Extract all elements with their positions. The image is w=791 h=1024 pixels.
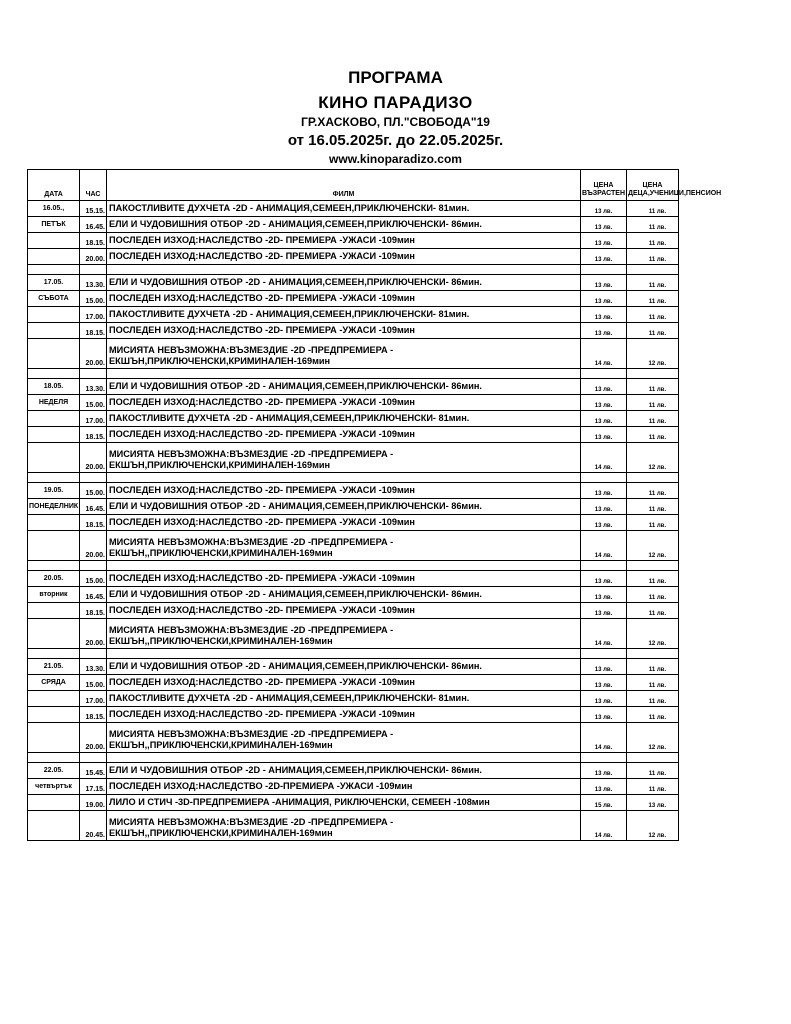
empty-cell [28,369,80,379]
table-row [28,395,679,411]
empty-cell [581,561,627,571]
date-cell [28,619,80,649]
date-cell [28,691,80,707]
date-cell [28,411,80,427]
reduced-price-cell: 12 лв. [627,723,679,753]
weekday-cell: ПОНЕДЕЛНИК [28,499,80,515]
column-header-date: ДАТА [28,170,80,201]
adult-price-cell: 13 лв. [581,233,627,249]
schedule-body [28,201,679,841]
reduced-price-cell: 11 лв. [627,675,679,691]
empty-cell [627,561,679,571]
adult-price-cell: 13 лв. [581,675,627,691]
reduced-price-cell: 11 лв. [627,379,679,395]
date-cell [28,339,80,369]
date-cell [28,531,80,561]
adult-price-cell: 13 лв. [581,779,627,795]
date-cell [28,515,80,531]
empty-cell [581,473,627,483]
date-cell: 16.05., [28,201,80,217]
reduced-price-cell: 11 лв. [627,571,679,587]
adult-price-cell: 13 лв. [581,427,627,443]
reduced-price-cell: 12 лв. [627,443,679,473]
reduced-price-cell: 11 лв. [627,659,679,675]
time-cell: 13.30. [80,275,107,291]
empty-cell [581,649,627,659]
table-row [28,427,679,443]
film-cell: МИСИЯТА НЕВЪЗМОЖНА:ВЪЗМЕЗДИЕ -2D -ПРЕДПРЕМИЕРА - ЕКШЪН,,ПРИКЛЮЧЕНСКИ,КРИМИНАЛЕН-169мин [107,811,581,841]
film-cell: ПОСЛЕДЕН ИЗХОД:НАСЛЕДСТВО -2D- ПРЕМИЕРА -УЖАСИ -109мин [107,571,581,587]
date-cell [28,443,80,473]
empty-cell [28,561,80,571]
time-cell: 15.00. [80,571,107,587]
empty-cell [28,265,80,275]
time-cell: 13.30. [80,659,107,675]
table-row [28,483,679,499]
day-separator-row [28,369,679,379]
empty-cell [581,369,627,379]
adult-price-cell: 15 лв. [581,795,627,811]
schedule-period: от 16.05.2025г. до 22.05.2025г. [287,132,504,149]
table-row [28,323,679,339]
reduced-price-cell: 12 лв. [627,619,679,649]
reduced-price-cell: 11 лв. [627,587,679,603]
film-cell: ЕЛИ И ЧУДОВИШНИЯ ОТБОР -2D - АНИМАЦИЯ,СЕМЕЕН,ПРИКЛЮЧЕНСКИ- 86мин. [107,763,581,779]
time-cell: 20.00. [80,443,107,473]
website-link[interactable]: www.kinoparadizo.com [329,152,462,166]
column-header-film: ФИЛМ [107,170,581,201]
time-cell: 19.00. [80,795,107,811]
time-cell: 20.00. [80,531,107,561]
table-row [28,795,679,811]
empty-cell [80,753,107,763]
adult-price-cell: 13 лв. [581,291,627,307]
film-cell: ПОСЛЕДЕН ИЗХОД:НАСЛЕДСТВО -2D- ПРЕМИЕРА -УЖАСИ -109мин [107,291,581,307]
day-separator-row [28,265,679,275]
empty-cell [80,561,107,571]
adult-price-cell: 13 лв. [581,217,627,233]
empty-cell [80,649,107,659]
table-header-row [28,170,679,201]
time-cell: 18.15. [80,233,107,249]
date-cell [28,723,80,753]
film-cell: ПОСЛЕДЕН ИЗХОД:НАСЛЕДСТВО -2D- ПРЕМИЕРА -УЖАСИ -109мин [107,427,581,443]
table-row [28,307,679,323]
date-cell [28,707,80,723]
time-cell: 17.00. [80,411,107,427]
cinema-name: КИНО ПАРАДИЗО [318,93,473,112]
adult-price-cell: 13 лв. [581,707,627,723]
film-cell: ЕЛИ И ЧУДОВИШНИЯ ОТБОР -2D - АНИМАЦИЯ,СЕМЕЕН,ПРИКЛЮЧЕНСКИ- 86мин. [107,379,581,395]
film-cell: МИСИЯТА НЕВЪЗМОЖНА:ВЪЗМЕЗДИЕ -2D -ПРЕДПРЕМИЕРА - ЕКШЪН,ПРИКЛЮЧЕНСКИ,КРИМИНАЛЕН-169мин [107,339,581,369]
reduced-price-cell: 12 лв. [627,811,679,841]
reduced-price-cell: 11 лв. [627,411,679,427]
reduced-price-cell: 11 лв. [627,249,679,265]
time-cell: 20.45. [80,811,107,841]
empty-cell [627,649,679,659]
weekday-cell: вторник [28,587,80,603]
date-cell [28,249,80,265]
column-header-reduced-price: ЦЕНА ДЕЦА,УЧЕНИЦИ,ПЕНСИОН [627,170,679,201]
table-row [28,201,679,217]
table-row [28,217,679,233]
adult-price-cell: 14 лв. [581,619,627,649]
date-cell: 17.05. [28,275,80,291]
time-cell: 18.15. [80,515,107,531]
table-row [28,515,679,531]
table-row [28,707,679,723]
reduced-price-cell: 11 лв. [627,395,679,411]
weekday-cell: четвъртък [28,779,80,795]
table-row [28,233,679,249]
table-row [28,275,679,291]
film-cell: ПАКОСТЛИВИТЕ ДУХЧЕТА -2D - АНИМАЦИЯ,СЕМЕЕН,ПРИКЛЮЧЕНСКИ- 81мин. [107,691,581,707]
table-row [28,379,679,395]
empty-cell [627,753,679,763]
time-cell: 17.00. [80,691,107,707]
empty-cell [107,649,581,659]
adult-price-cell: 13 лв. [581,411,627,427]
column-header-adult-price: ЦЕНА ВЪЗРАСТЕН [581,170,627,201]
table-row [28,779,679,795]
adult-price-cell: 13 лв. [581,307,627,323]
time-cell: 18.15. [80,427,107,443]
table-row [28,811,679,841]
time-cell: 16.45. [80,587,107,603]
time-cell: 20.00. [80,339,107,369]
empty-cell [80,265,107,275]
date-cell: 18.05. [28,379,80,395]
film-cell: ПАКОСТЛИВИТЕ ДУХЧЕТА -2D - АНИМАЦИЯ,СЕМЕЕН,ПРИКЛЮЧЕНСКИ- 81мин. [107,201,581,217]
reduced-price-cell: 11 лв. [627,307,679,323]
time-cell: 15.00. [80,675,107,691]
time-cell: 15.00. [80,291,107,307]
table-row [28,723,679,753]
empty-cell [627,265,679,275]
film-cell: ЛИЛО И СТИЧ -3D-ПРЕДПРЕМИЕРА -АНИМАЦИЯ, РИКЛЮЧЕНСКИ, СЕМЕЕН -108мин [107,795,581,811]
empty-cell [107,473,581,483]
film-cell: ЕЛИ И ЧУДОВИШНИЯ ОТБОР -2D - АНИМАЦИЯ,СЕМЕЕН,ПРИКЛЮЧЕНСКИ- 86мин. [107,499,581,515]
reduced-price-cell: 11 лв. [627,779,679,795]
film-cell: ПАКОСТЛИВИТЕ ДУХЧЕТА -2D - АНИМАЦИЯ,СЕМЕЕН,ПРИКЛЮЧЕНСКИ- 81мин. [107,307,581,323]
empty-cell [627,369,679,379]
table-row [28,659,679,675]
reduced-price-cell: 11 лв. [627,275,679,291]
film-cell: ПОСЛЕДЕН ИЗХОД:НАСЛЕДСТВО -2D-ПРЕМИЕРА -УЖАСИ -109мин [107,779,581,795]
empty-cell [107,369,581,379]
film-cell: ЕЛИ И ЧУДОВИШНИЯ ОТБОР -2D - АНИМАЦИЯ,СЕМЕЕН,ПРИКЛЮЧЕНСКИ- 86мин. [107,659,581,675]
day-separator-row [28,649,679,659]
empty-cell [107,265,581,275]
weekday-cell: НЕДЕЛЯ [28,395,80,411]
reduced-price-cell: 11 лв. [627,691,679,707]
date-cell [28,811,80,841]
date-cell [28,603,80,619]
adult-price-cell: 13 лв. [581,275,627,291]
film-cell: ЕЛИ И ЧУДОВИШНИЯ ОТБОР -2D - АНИМАЦИЯ,СЕМЕЕН,ПРИКЛЮЧЕНСКИ- 86мин. [107,275,581,291]
film-cell: МИСИЯТА НЕВЪЗМОЖНА:ВЪЗМЕЗДИЕ -2D -ПРЕДПРЕМИЕРА - ЕКШЪН,,ПРИКЛЮЧЕНСКИ,КРИМИНАЛЕН-169мин [107,723,581,753]
reduced-price-cell: 11 лв. [627,763,679,779]
reduced-price-cell: 11 лв. [627,499,679,515]
table-row [28,443,679,473]
adult-price-cell: 14 лв. [581,531,627,561]
table-row [28,531,679,561]
adult-price-cell: 13 лв. [581,499,627,515]
date-cell: 22.05. [28,763,80,779]
adult-price-cell: 13 лв. [581,483,627,499]
adult-price-cell: 13 лв. [581,249,627,265]
film-cell: МИСИЯТА НЕВЪЗМОЖНА:ВЪЗМЕЗДИЕ -2D -ПРЕДПРЕМИЕРА - ЕКШЪН,ПРИКЛЮЧЕНСКИ,КРИМИНАЛЕН-169мин [107,443,581,473]
empty-cell [80,369,107,379]
reduced-price-cell: 11 лв. [627,515,679,531]
time-cell: 17.00. [80,307,107,323]
film-cell: ПОСЛЕДЕН ИЗХОД:НАСЛЕДСТВО -2D- ПРЕМИЕРА -УЖАСИ -109мин [107,323,581,339]
weekday-cell: ПЕТЪК [28,217,80,233]
time-cell: 15.45. [80,763,107,779]
empty-cell [581,265,627,275]
film-cell: ПОСЛЕДЕН ИЗХОД:НАСЛЕДСТВО -2D- ПРЕМИЕРА -УЖАСИ -109мин [107,603,581,619]
weekday-cell: СРЯДА [28,675,80,691]
time-cell: 15.00. [80,483,107,499]
reduced-price-cell: 11 лв. [627,217,679,233]
date-cell: 20.05. [28,571,80,587]
film-cell: ПОСЛЕДЕН ИЗХОД:НАСЛЕДСТВО -2D- ПРЕМИЕРА -УЖАСИ -109мин [107,249,581,265]
time-cell: 16.45. [80,499,107,515]
time-cell: 15.00. [80,395,107,411]
time-cell: 20.00. [80,619,107,649]
schedule-table [27,169,722,841]
adult-price-cell: 14 лв. [581,723,627,753]
empty-cell [28,473,80,483]
film-cell: ПОСЛЕДЕН ИЗХОД:НАСЛЕДСТВО -2D- ПРЕМИЕРА -УЖАСИ -109мин [107,675,581,691]
empty-cell [80,473,107,483]
table-row [28,249,679,265]
column-header-time: ЧАС [80,170,107,201]
table-row [28,291,679,307]
adult-price-cell: 13 лв. [581,659,627,675]
adult-price-cell: 13 лв. [581,201,627,217]
film-cell: МИСИЯТА НЕВЪЗМОЖНА:ВЪЗМЕЗДИЕ -2D -ПРЕДПРЕМИЕРА - ЕКШЪН,,ПРИКЛЮЧЕНСКИ,КРИМИНАЛЕН-169мин [107,619,581,649]
table-row [28,691,679,707]
film-cell: ПОСЛЕДЕН ИЗХОД:НАСЛЕДСТВО -2D- ПРЕМИЕРА -УЖАСИ -109мин [107,233,581,249]
time-cell: 18.15. [80,707,107,723]
day-separator-row [28,561,679,571]
date-cell [28,795,80,811]
day-separator-row [28,473,679,483]
film-cell: ПОСЛЕДЕН ИЗХОД:НАСЛЕДСТВО -2D- ПРЕМИЕРА -УЖАСИ -109мин [107,483,581,499]
empty-cell [28,753,80,763]
table-row [28,339,679,369]
table-row [28,587,679,603]
table-row [28,499,679,515]
adult-price-cell: 13 лв. [581,379,627,395]
reduced-price-cell: 12 лв. [627,339,679,369]
time-cell: 18.15. [80,603,107,619]
adult-price-cell: 13 лв. [581,587,627,603]
reduced-price-cell: 11 лв. [627,707,679,723]
day-separator-row [28,753,679,763]
page-title: ПРОГРАМА [348,68,443,87]
film-cell: ПАКОСТЛИВИТЕ ДУХЧЕТА -2D - АНИМАЦИЯ,СЕМЕЕН,ПРИКЛЮЧЕНСКИ- 81мин. [107,411,581,427]
adult-price-cell: 13 лв. [581,395,627,411]
film-cell: ПОСЛЕДЕН ИЗХОД:НАСЛЕДСТВО -2D- ПРЕМИЕРА -УЖАСИ -109мин [107,707,581,723]
time-cell: 13.30. [80,379,107,395]
table-row [28,763,679,779]
reduced-price-cell: 12 лв. [627,531,679,561]
reduced-price-cell: 11 лв. [627,291,679,307]
time-cell: 20.00. [80,723,107,753]
time-cell: 15.15. [80,201,107,217]
time-cell: 17.15. [80,779,107,795]
adult-price-cell: 14 лв. [581,811,627,841]
adult-price-cell: 13 лв. [581,571,627,587]
time-cell: 20.00. [80,249,107,265]
adult-price-cell: 13 лв. [581,603,627,619]
date-cell [28,427,80,443]
adult-price-cell: 13 лв. [581,691,627,707]
weekday-cell: СЪБОТА [28,291,80,307]
table-row [28,603,679,619]
date-cell [28,307,80,323]
film-cell: МИСИЯТА НЕВЪЗМОЖНА:ВЪЗМЕЗДИЕ -2D -ПРЕДПРЕМИЕРА - ЕКШЪН,,ПРИКЛЮЧЕНСКИ,КРИМИНАЛЕН-169мин [107,531,581,561]
time-cell: 18.15. [80,323,107,339]
empty-cell [107,561,581,571]
empty-cell [627,473,679,483]
reduced-price-cell: 11 лв. [627,483,679,499]
film-cell: ЕЛИ И ЧУДОВИШНИЯ ОТБОР -2D - АНИМАЦИЯ,СЕМЕЕН,ПРИКЛЮЧЕНСКИ- 86мин. [107,217,581,233]
reduced-price-cell: 11 лв. [627,427,679,443]
time-cell: 16.45. [80,217,107,233]
table-row [28,619,679,649]
film-cell: ПОСЛЕДЕН ИЗХОД:НАСЛЕДСТВО -2D- ПРЕМИЕРА -УЖАСИ -109мин [107,395,581,411]
table-row [28,571,679,587]
adult-price-cell: 14 лв. [581,339,627,369]
table-row [28,411,679,427]
adult-price-cell: 13 лв. [581,515,627,531]
date-cell: 19.05. [28,483,80,499]
reduced-price-cell: 11 лв. [627,201,679,217]
film-cell: ПОСЛЕДЕН ИЗХОД:НАСЛЕДСТВО -2D- ПРЕМИЕРА -УЖАСИ -109мин [107,515,581,531]
date-cell [28,233,80,249]
reduced-price-cell: 11 лв. [627,233,679,249]
cinema-address: ГР.ХАСКОВО, ПЛ."СВОБОДА"19 [301,115,490,129]
reduced-price-cell: 11 лв. [627,603,679,619]
reduced-price-cell: 11 лв. [627,323,679,339]
empty-cell [581,753,627,763]
adult-price-cell: 13 лв. [581,323,627,339]
adult-price-cell: 13 лв. [581,763,627,779]
adult-price-cell: 14 лв. [581,443,627,473]
date-cell [28,323,80,339]
table-row [28,675,679,691]
reduced-price-cell: 13 лв. [627,795,679,811]
empty-cell [28,649,80,659]
empty-cell [107,753,581,763]
date-cell: 21.05. [28,659,80,675]
film-cell: ЕЛИ И ЧУДОВИШНИЯ ОТБОР -2D - АНИМАЦИЯ,СЕМЕЕН,ПРИКЛЮЧЕНСКИ- 86мин. [107,587,581,603]
